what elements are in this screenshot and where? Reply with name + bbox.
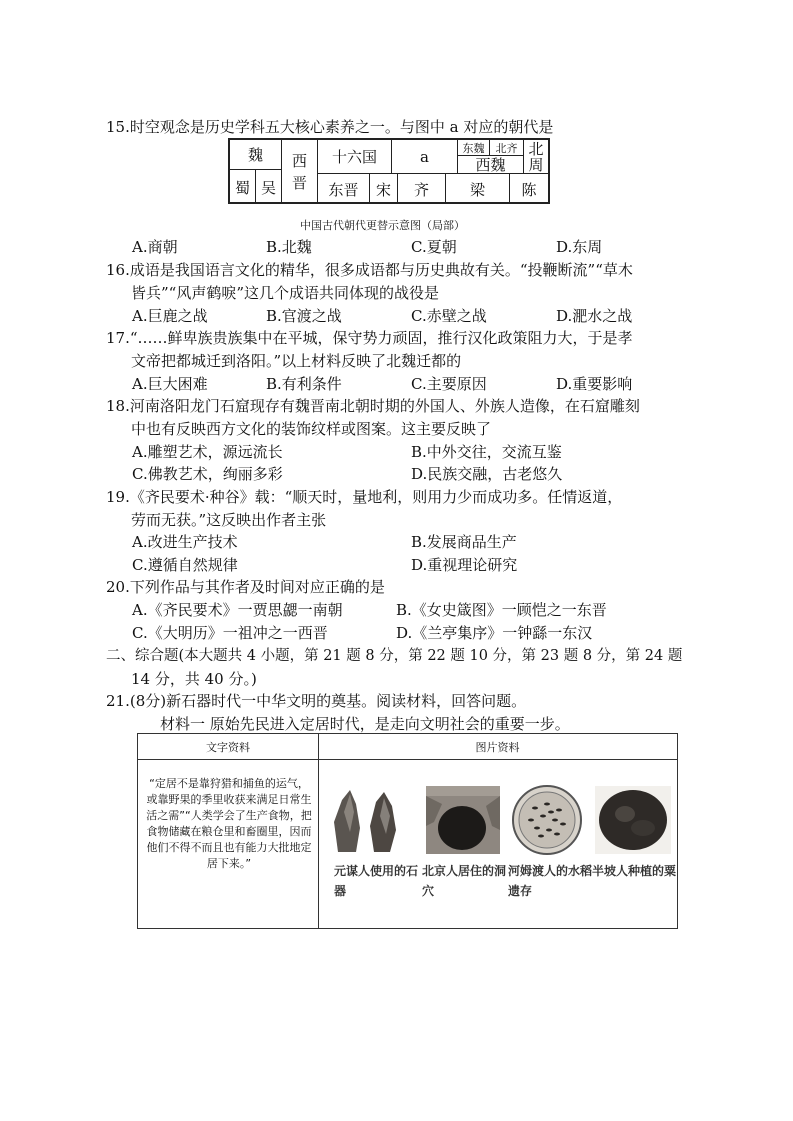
q20-stem: 20.下列作品与其作者及时间对应正确的是 xyxy=(106,578,385,596)
cell-bei-char: 北 xyxy=(528,139,544,158)
q21-stem: 21.(8分)新石器时代一中华文明的奠基。阅读材料，回答问题。 xyxy=(106,692,527,710)
picture-caption-rice: 河姆渡人的水稻遗存 xyxy=(508,864,593,898)
cell-zhou-char: 周 xyxy=(528,155,544,174)
cell-shiliuguo: 十六国 xyxy=(318,140,392,174)
cell-xiwei: 西魏 xyxy=(458,156,524,174)
q18-option-b: B.中外交往，交流互鉴 xyxy=(411,443,562,461)
cell-xi-char: 西 xyxy=(291,152,307,170)
cave-icon xyxy=(424,782,502,852)
rice-remains-icon xyxy=(507,782,585,852)
cell-a: a xyxy=(392,140,458,174)
q16-option-b: B.官渡之战 xyxy=(266,307,342,325)
q17-stem-line1: 17.“……鲜卑族贵族集中在平城，保守势力顽固，推行汉化政策阻力大，于是孝 xyxy=(106,329,633,347)
cell-jin-char: 晋 xyxy=(291,174,307,192)
q18-option-c: C.佛教艺术，绚丽多彩 xyxy=(132,465,283,483)
stone-tool-icon xyxy=(330,782,408,852)
q17-option-a: A.巨大困难 xyxy=(132,375,208,393)
picture-caption-stone-tools: 元谋人使用的石器 xyxy=(334,864,419,898)
q20-option-b: B.《女史箴图》一顾恺之一东晋 xyxy=(396,601,607,619)
section2-heading-line1: 二、综合题(本大题共 4 小题，第 21 题 8 分，第 22 题 10 分，第 23 题 8 分，第 24 题 xyxy=(106,648,683,664)
q20-option-c: C.《大明历》一祖冲之一西晋 xyxy=(132,624,328,642)
cell-xijin xyxy=(282,140,318,204)
q18-stem-line2: 中也有反映西方文化的装饰纹样或图案。这主要反映了 xyxy=(131,420,492,438)
q19-option-d: D.重视理论研究 xyxy=(411,556,518,574)
q19-stem-line1: 19.《齐民要术·种谷》载：“顺天时，量地利，则用力少而成功多。任情返道， xyxy=(106,488,623,506)
cell-song: 宋 xyxy=(370,174,398,204)
diagram-caption: 中国古代朝代更替示意图（局部） xyxy=(300,219,465,232)
cell-beizhou xyxy=(524,140,548,174)
q16-option-a: A.巨鹿之战 xyxy=(132,307,208,325)
table-header-text: 文字资料 xyxy=(138,734,318,760)
q21-material1: 材料一 原始先民进入定居时代，是走向文明社会的重要一步。 xyxy=(160,715,570,733)
table-divider xyxy=(318,734,319,928)
q17-option-b: B.有利条件 xyxy=(266,375,342,393)
q17-option-c: C.主要原因 xyxy=(411,375,487,393)
picture-caption-cave: 北京人居住的洞穴 xyxy=(422,864,507,898)
q20-option-a: A.《齐民要术》一贾思勰一南朝 xyxy=(132,601,343,619)
cell-liang: 梁 xyxy=(446,174,510,204)
picture-caption-millet: 半坡人种植的粟 xyxy=(592,864,677,878)
table-quote: “定居不是靠狩猎和捕鱼的运气，或靠野果的季里收获来满足日常生活之需”“人类学会了生产食物，把食物储藏在粮仓里和畜圈里，因而他们不得不而且也有能力大批地定居下来。” xyxy=(146,777,312,870)
q15-option-b: B.北魏 xyxy=(266,238,312,256)
millet-icon xyxy=(593,782,671,852)
q16-option-c: C.赤壁之战 xyxy=(411,307,487,325)
q16-option-d: D.淝水之战 xyxy=(556,307,633,325)
q19-option-c: C.遵循自然规律 xyxy=(132,556,238,574)
dynasty-diagram xyxy=(228,138,550,204)
q18-option-d: D.民族交融，古老悠久 xyxy=(411,465,563,483)
q17-stem-line2: 文帝把都城迁到洛阳。”以上材料反映了北魏迁都的 xyxy=(131,352,462,370)
q16-stem-line1: 16.成语是我国语言文化的精华，很多成语都与历史典故有关。“投鞭断流”“草木 xyxy=(106,261,633,279)
cell-dongjin: 东晋 xyxy=(318,174,370,204)
section2-heading-line2: 14 分，共 40 分。) xyxy=(131,670,257,688)
q15-option-d: D.东周 xyxy=(556,238,603,256)
q15-option-a: A.商朝 xyxy=(132,238,178,256)
cell-qi: 齐 xyxy=(398,174,446,204)
q15-stem: 15.时空观念是历史学科五大核心素养之一。与图中 a 对应的朝代是 xyxy=(106,118,554,136)
q17-option-d: D.重要影响 xyxy=(556,375,633,393)
cell-wei: 魏 xyxy=(230,140,282,170)
material-table xyxy=(137,733,678,929)
q18-stem-line1: 18.河南洛阳龙门石窟现存有魏晋南北朝时期的外国人、外族人造像，在石窟雕刻 xyxy=(106,397,640,415)
q20-option-d: D.《兰亭集序》一钟繇一东汉 xyxy=(396,624,593,642)
cell-shu: 蜀 xyxy=(230,170,256,204)
table-header-pictures: 图片资料 xyxy=(318,734,677,760)
cell-beiqi: 北齐 xyxy=(490,140,524,156)
cell-wu: 吴 xyxy=(256,170,282,204)
q19-option-a: A.改进生产技术 xyxy=(132,533,238,551)
cell-chen: 陈 xyxy=(521,180,537,199)
cell-dongwei: 东魏 xyxy=(458,140,490,156)
q18-option-a: A.雕塑艺术，源远流长 xyxy=(132,443,283,461)
q16-stem-line2: 皆兵”“风声鹤唳”这几个成语共同体现的战役是 xyxy=(131,284,440,302)
q15-option-c: C.夏朝 xyxy=(411,238,457,256)
q19-stem-line2: 劳而无获。”这反映出作者主张 xyxy=(131,511,327,529)
q19-option-b: B.发展商品生产 xyxy=(411,533,517,551)
